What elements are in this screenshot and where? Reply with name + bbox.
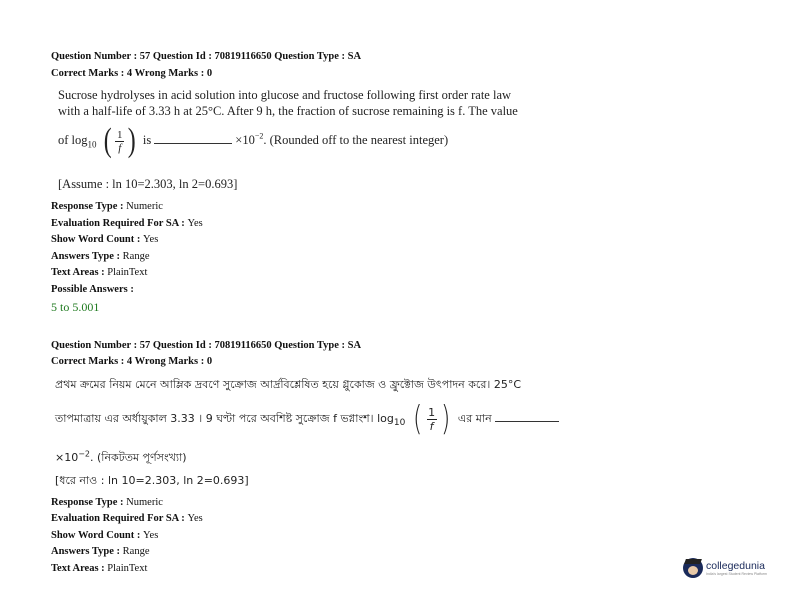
answer-blank-bn [495, 421, 559, 422]
show-word-count: Show Word Count : Yes [51, 234, 159, 245]
assume-note-bn: [ধরে নাও : ln 10=2.303, ln 2=0.693] [55, 474, 249, 487]
text-areas: Text Areas : PlainText [51, 267, 148, 278]
collegedunia-logo[interactable] [683, 558, 767, 578]
answer-blank [154, 143, 232, 144]
marks-info: Correct Marks : 4 Wrong Marks : 0 [51, 68, 213, 79]
graduate-avatar-icon [683, 558, 703, 578]
question-header-bn: Question Number : 57 Question Id : 70819116650 Question Type : SA [51, 340, 362, 351]
response-type: Response Type : Numeric [51, 201, 163, 212]
text-areas-bn: Text Areas : PlainText [51, 563, 148, 574]
answers-type-bn: Answers Type : Range [51, 546, 150, 557]
question-text-line-2: with a half-life of 3.33 h at 25°C. After 9 h, the fraction of sucrose remaining is f. The value [58, 104, 518, 118]
logo-tagline: India's largest Student Review Platform [706, 572, 767, 576]
question-text-line-3: of $\log_{10}$ ( $\frac{1}{f}$ ) is $\times 10^{-2}$. (Rounded off to the nearest integer) [58, 122, 449, 159]
fraction-one-over-f-bn: ( $\frac{1}{f}$ ) [412, 399, 451, 439]
question-header: Question Number : 57 Question Id : 70819116650 Question Type : SA [51, 51, 362, 62]
question-text-bn-line-3: $\times 10^{-2}$. (নিকটতম পূর্ণসংখ্যা) [55, 449, 187, 464]
question-text-line-1: Sucrose hydrolyses in acid solution into glucose and fructose following first order rate law [58, 88, 512, 102]
question-text-bn-line-1: প্রথম ক্রমের নিয়ম মেনে আম্লিক দ্রবণে সুক্রোজ আর্দ্রবিশ্লেষিত হয়ে গ্লুকোজ ও ফ্রুক্টোজ উৎপাদন করে। 25°C [55, 378, 522, 391]
response-type-bn: Response Type : Numeric [51, 497, 163, 508]
evaluation-required: Evaluation Required For SA : Yes [51, 218, 203, 229]
answers-type: Answers Type : Range [51, 251, 150, 262]
question-text-bn-line-2: তাপমাত্রায় এর অর্ধায়ুকাল 3.33 । 9 ঘণ্টা পরে অবশিষ্ট সুক্রোজ f ভগ্নাংশ। $\log_{10}$ ( $\frac{1}{f}$ ) এর মান [55, 402, 562, 436]
evaluation-required-bn: Evaluation Required For SA : Yes [51, 513, 203, 524]
assume-note: [Assume : ln 10=2.303, ln 2=0.693] [58, 177, 238, 191]
possible-answers-value: 5 to 5.001 [51, 300, 100, 314]
logo-name: collegedunia [706, 560, 765, 572]
marks-info-bn: Correct Marks : 4 Wrong Marks : 0 [51, 356, 213, 367]
fraction-one-over-f: ( $\frac{1}{f}$ ) [103, 122, 137, 159]
show-word-count-bn: Show Word Count : Yes [51, 530, 159, 541]
possible-answers-label: Possible Answers : [51, 284, 134, 295]
